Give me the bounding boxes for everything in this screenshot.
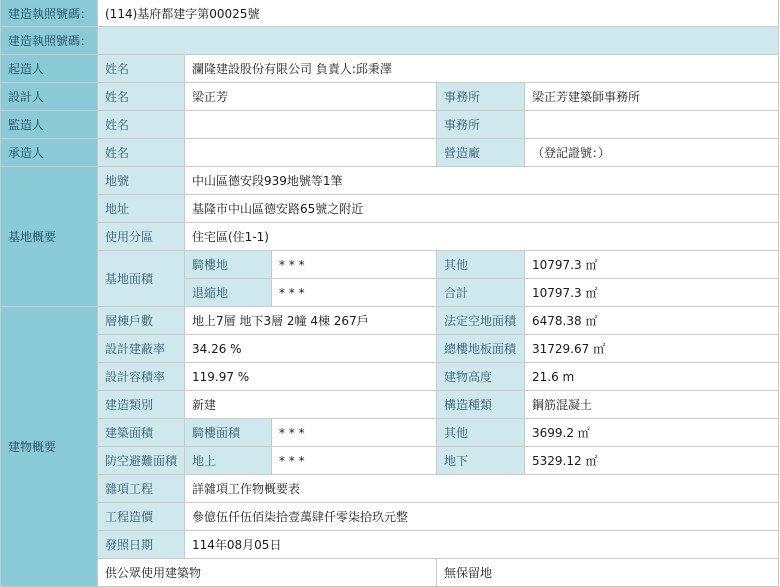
building-category: 新建: [185, 391, 437, 419]
designer-name-label: 姓名: [98, 83, 185, 111]
building-date: 114年08月05日: [185, 531, 779, 559]
building-structure-label: 構造種類: [437, 391, 525, 419]
building-coverage: 34.26 %: [185, 335, 437, 363]
site-other: 10797.3 ㎡: [525, 251, 779, 279]
designer-org: 梁正芳建築師事務所: [525, 83, 779, 111]
building-height: 21.6 m: [525, 363, 779, 391]
permit-no-value: (114)基府都建字第00025號: [98, 0, 779, 27]
site-section: 基地概要: [1, 167, 98, 307]
building-built-arcade-label: 騎樓面積: [185, 419, 272, 447]
supervisor-org-label: 事務所: [437, 111, 525, 139]
supervisor-name: [185, 111, 437, 139]
site-setback-label: 退縮地: [185, 279, 272, 307]
row-designer: [1, 83, 779, 111]
site-total: 10797.3 ㎡: [525, 279, 779, 307]
site-zoning-label: 使用分區: [98, 223, 185, 251]
row-site-area-1: [1, 251, 779, 279]
row-building-date: [1, 531, 779, 559]
building-shelter-above-label: 地上: [185, 447, 272, 475]
site-arcade: * * *: [272, 251, 437, 279]
designer-name: 梁正芳: [185, 83, 437, 111]
contractor-name: [185, 139, 437, 167]
site-other-label: 其他: [437, 251, 525, 279]
designer-org-label: 事務所: [437, 83, 525, 111]
row-site-zoning: [1, 223, 779, 251]
site-address-label: 地址: [98, 195, 185, 223]
row-permit-no: [1, 0, 779, 27]
building-floors: 地上7層 地下3層 2幢 4棟 267戶: [185, 307, 437, 335]
building-public-use: 供公眾使用建築物: [98, 559, 437, 587]
building-far-label: 設計容積率: [98, 363, 185, 391]
row-building-cost: [1, 503, 779, 531]
building-cost-label: 工程造價: [98, 503, 185, 531]
supervisor-org: [525, 111, 779, 139]
building-total-floor: 31729.67 ㎡: [525, 335, 779, 363]
building-misc: 詳雜項工作物概要表: [185, 475, 779, 503]
building-category-label: 建造類別: [98, 391, 185, 419]
site-area-label: 基地面積: [98, 251, 185, 307]
building-built-other: 3699.2 ㎡: [525, 419, 779, 447]
row-supervisor: [1, 111, 779, 139]
contractor-org: （登記證號：）: [525, 139, 779, 167]
row-building-misc: [1, 475, 779, 503]
building-far: 119.97 %: [185, 363, 437, 391]
row-site-address: [1, 195, 779, 223]
contractor-org-label: 營造廠: [437, 139, 525, 167]
building-coverage-label: 設計建蔽率: [98, 335, 185, 363]
initiator-section: 起造人: [1, 55, 98, 83]
building-open-space: 6478.38 ㎡: [525, 307, 779, 335]
building-floors-label: 層棟戶數: [98, 307, 185, 335]
building-built-other-label: 其他: [437, 419, 525, 447]
building-built-area-label: 建築面積: [98, 419, 185, 447]
permit-no-label: 建造執照號碼：: [1, 0, 98, 27]
row-building-shelter: [1, 447, 779, 475]
contractor-name-label: 姓名: [98, 139, 185, 167]
building-cost: 參億伍仟伍佰柒拾壹萬肆仟零柒拾玖元整: [185, 503, 779, 531]
site-lot: 中山區德安段939地號等1筆: [185, 167, 779, 195]
site-setback: * * *: [272, 279, 437, 307]
row-building-far: [1, 363, 779, 391]
site-arcade-label: 騎樓地: [185, 251, 272, 279]
contractor-section: 承造人: [1, 139, 98, 167]
initiator-name-label: 姓名: [98, 55, 185, 83]
supervisor-name-label: 姓名: [98, 111, 185, 139]
building-reserve: 無保留地: [437, 559, 779, 587]
row-building-floors: [1, 307, 779, 335]
row-building-built-area: [1, 419, 779, 447]
initiator-name: 瀾隆建設股份有限公司 負責人:邱秉澤: [185, 55, 779, 83]
building-total-floor-label: 總樓地板面積: [437, 335, 525, 363]
permit-no-2-value: [98, 27, 779, 55]
row-building-coverage: [1, 335, 779, 363]
row-site-lot: [1, 167, 779, 195]
site-address: 基隆市中山區德安路65號之附近: [185, 195, 779, 223]
designer-section: 設計人: [1, 83, 98, 111]
permit-no-2-label: 建造執照號碼：: [1, 27, 98, 55]
building-open-space-label: 法定空地面積: [437, 307, 525, 335]
site-lot-label: 地號: [98, 167, 185, 195]
row-permit-no-2: [1, 27, 779, 55]
building-shelter-label: 防空避難面積: [98, 447, 185, 475]
building-height-label: 建物高度: [437, 363, 525, 391]
building-built-arcade: * * *: [272, 419, 437, 447]
site-total-label: 合計: [437, 279, 525, 307]
building-misc-label: 雜項工程: [98, 475, 185, 503]
building-date-label: 發照日期: [98, 531, 185, 559]
building-shelter-above: * * *: [272, 447, 437, 475]
row-contractor: [1, 139, 779, 167]
supervisor-section: 監造人: [1, 111, 98, 139]
building-section: 建物概要: [1, 307, 98, 587]
building-structure: 鋼筋混凝土: [525, 391, 779, 419]
row-initiator: [1, 55, 779, 83]
building-shelter-below-label: 地下: [437, 447, 525, 475]
row-building-category: [1, 391, 779, 419]
building-shelter-below: 5329.12 ㎡: [525, 447, 779, 475]
row-building-public-use: [1, 559, 779, 587]
site-zoning: 住宅區(住1-1): [185, 223, 779, 251]
